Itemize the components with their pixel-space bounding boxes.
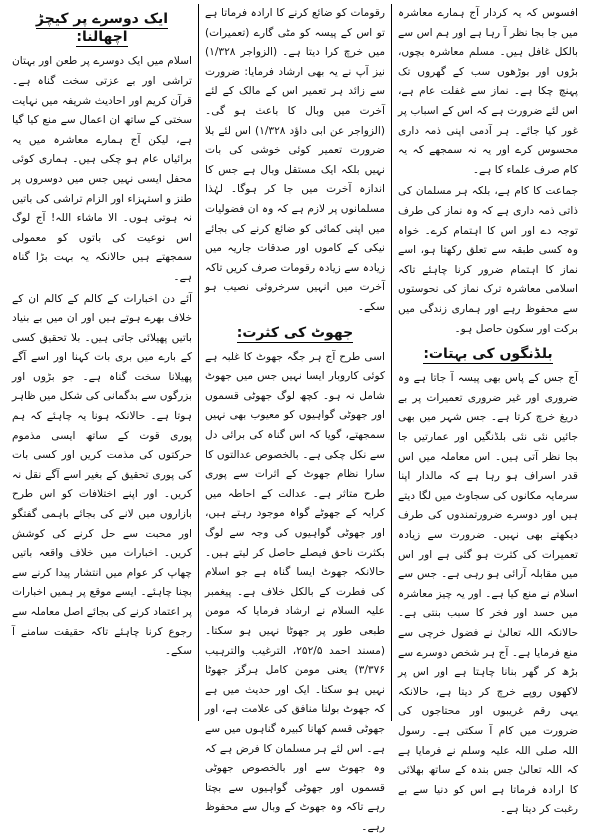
paragraph: اسلام میں ایک دوسرے پر طعن اور بہتان تراشی اور بے عزتی سخت گناہ ہے۔ قرآن کریم اور احادیث شریفہ میں نہایت سختی کے ساتھ ان اعمال سے منع کیا گیا ہے، لیکن آج ہمارے معاشرہ میں یہ برائیاں عام ہو چکی ہیں۔ ہماری کوئی محفل ایسی نہیں جس میں دوسروں پر طنز و استہزاء اور الزام تراشی کی باتیں نہ ہوتی ہوں۔ الا ماشاء اللہ! آج لوگ اس نوعیت کی باتوں کو معمولی سمجھتے ہیں حالانکہ یہ بہت بڑا گناہ ہے۔ — [12, 55, 192, 283]
column-right-intro — [398, 4, 578, 339]
paragraph: رقومات کو ضائع کرنے کا ارادہ فرماتا ہے تو اس کے پیسہ کو مٹی گارے (تعمیرات) میں خرچ کرا دیتا ہے۔ (الزواجر ۱/۳۲۸) نیز آپ نے یہ بھی ارشاد فرمایا: ضرورت سے زائد ہر تعمیر اس کے مالک کے لئے آخرت میں وبال کا باعث ہو گی۔ (الزواجر عن ابی داؤد ۱/۳۲۸) اس لئے بلا ضرورت تعمیر کوئی خوشی کی بات نہیں بلکہ ایک مستقل وبال ہے جس کا اندازہ آخرت میں جا کر ہوگا۔ لہٰذا مسلمانوں پر لازم ہے کہ وہ ان فضولیات میں اپنی کمائی کو ضائع کرنے کی بجائے نیکی کے کاموں اور صدقات جاریہ میں زیادہ سے زیادہ رقومات صرف کریں تاکہ آخرت میں انہیں سرخروئی نصیب ہو سکے۔ — [205, 7, 385, 313]
column-middle — [199, 4, 392, 833]
paragraph: جماعت کا کام ہے، بلکہ ہر مسلمان کی ذاتی ذمہ داری ہے کہ وہ نماز کی طرف توجہ دے اور اس کا اہتمام کرے۔ خواہ وہ کسی طبقہ سے تعلق رکھتا ہو، اسے نماز کا اہتمام ضرور کرنا چاہئے تاکہ اسلامی معاشرہ ترک نماز کی نحوستوں سے محفوظ رہے اور ہماری زندگی میں برکت اور سکون حاصل ہو۔ — [398, 185, 578, 335]
paragraph: آج جس کے پاس بھی پیسہ آ جاتا ہے وہ ضروری اور غیر ضروری تعمیرات پر بے دریغ خرچ کرتا ہے۔ جس شہر میں بھی جائیں نئی نئی بلڈنگیں اور عمارتیں جا بجا نظر آتی ہیں۔ اس معاملہ میں اس قدر اسراف ہو رہا ہے کہ مالدار اپنا سرمایہ مکانوں کی سجاوٹ میں لگا دیتے ہیں اور دوسرے ضرورتمندوں کی طرف دیکھتے بھی نہیں۔ ضرورت سے زیادہ تعمیرات کی کثرت ہو گئی ہے اور اس میں مقابلہ آرائی ہو رہی ہے۔ جس سے اسلام نے منع کیا ہے۔ اور یہ چیز معاشرہ میں حسد اور فخر کا سبب بنتی ہے۔ حالانکہ اللہ تعالیٰ نے فضول خرچی سے منع فرمایا ہے۔ آج ہر شخص دوسرے سے بڑھ کر گھر بنانا چاہتا ہے اور اس پر لاکھوں روپے خرچ کر دیتا ہے، حالانکہ یہی رقم غریبوں اور محتاجوں کی ضرورت میں کام آ سکتی ہے۔ رسول اللہ صلی اللہ علیہ وسلم نے فرمایا ہے کہ اللہ تعالیٰ جس بندہ کے ساتھ بھلائی کا ارادہ فرماتا ہے اس کو دنیا سے بے رغبت کر دیتا ہے۔ — [398, 372, 578, 816]
section-heading-lies — [205, 324, 385, 342]
paragraph: افسوس کہ یہ کردار آج ہمارے معاشرہ میں جا بجا نظر آ رہا ہے اور ہم اس سے بالکل غافل ہیں۔ مسلم معاشرہ بچوں، بڑوں اور بوڑھوں سب کے گھروں تک پہنچ چکا ہے۔ نماز سے غفلت عام ہے، اس لئے ضرورت ہے کہ اس کے اسباب پر غور کیا جائے۔ ہر آدمی اپنی ذمہ داری محسوس کرے اور یہ نہ سمجھے کہ یہ کام صرف علماء کا ہے۔ — [398, 7, 578, 176]
column-right — [392, 4, 584, 816]
section-heading-buildings — [398, 345, 578, 363]
column-left — [6, 4, 199, 721]
section-heading-text: جھوٹ کی کثرت: — [236, 324, 354, 341]
section-heading-text: ایک دوسرے پر کیچڑ اچھالنا: — [35, 11, 169, 46]
section-heading-text: بلڈنگوں کی بہتات: — [423, 346, 553, 363]
paragraph: آئے دن اخبارات کے کالم کے کالم ان کے خلاف بھرے ہوتے ہیں اور ان میں بے بنیاد باتیں پھیلائی جاتی ہیں۔ بلا تحقیق کسی کے بارے میں بری بات کہنا اور اسے آگے پھیلانا سخت گناہ ہے۔ جو بڑوں اور بزرگوں سے بدگمانی کی شکل میں ظاہر ہوتا ہے۔ حالانکہ ہونا یہ چاہئے کہ ہم پوری قوت کے ساتھ ایسی مذموم حرکتوں کی مذمت کریں اور کسی بات کی پوری تحقیق کے بغیر اسے آگے نقل نہ کریں۔ اور اپنے اختلافات کو اس طرح بازاروں میں لانے کی بجائے باہمی گفتگو اور محبت سے حل کرنے کی کوشش کریں۔ اخبارات میں خلاف واقعہ باتیں چھاپ کر عوام میں انتشار پیدا کرنے سے بچنا چاہئے۔ ایسے موقع پر ہمیں اخبارات پر اعتماد کرنے کی بجائے اصل معاملہ سے رجوع کرنا چاہئے تاکہ حقیقت سامنے آ سکے۔ — [12, 292, 192, 658]
paragraph: اسی طرح آج ہر جگہ جھوٹ کا غلبہ ہے کوئی کاروبار ایسا نہیں جس میں جھوٹ شامل نہ ہو۔ کچھ لوگ جھوٹی قسموں اور جھوٹی گواہیوں کو معیوب بھی نہیں سمجھتے، گویا کہ اس گناہ کی برائی دل سے نکل چکی ہے۔ بالخصوص عدالتوں کا سارا نظام جھوٹ کے اثرات سے پوری طرح متاثر ہے۔ عدالت کے احاطہ میں کرایہ کے جھوٹے گواہ موجود رہتے ہیں، اور جھوٹی گواہیوں کی وجہ سے لوگ بکثرت ناحق فیصلے حاصل کر لیتے ہیں۔ حالانکہ جھوٹ ایسا گناہ ہے جو اسلام کی فطرت کے بالکل خلاف ہے۔ پیغمبر علیہ السلام نے ارشاد فرمایا کہ مومن طبعی طور پر جھوٹا نہیں ہو سکتا۔ (مسند احمد ۲۵۲/۵، الترغیب والترہیب ۳/۳۷۶) یعنی مومن کامل ہرگز جھوٹا نہیں ہو سکتا۔ ایک اور حدیث میں ہے کہ جھوٹ بولنا منافق کی علامت ہے، اور جھوٹی قسم کھانا کبیرہ گناہوں میں سے ہے۔ اس لئے ہر مسلمان کا فرض ہے کہ وہ جھوٹ سے اور بالخصوص جھوٹی قسموں اور جھوٹی گواہیوں سے بچتا رہے تاکہ وہ جھوٹ کے وبال سے محفوظ رہے۔ — [205, 350, 385, 833]
section-heading-mudslinging — [12, 10, 192, 46]
